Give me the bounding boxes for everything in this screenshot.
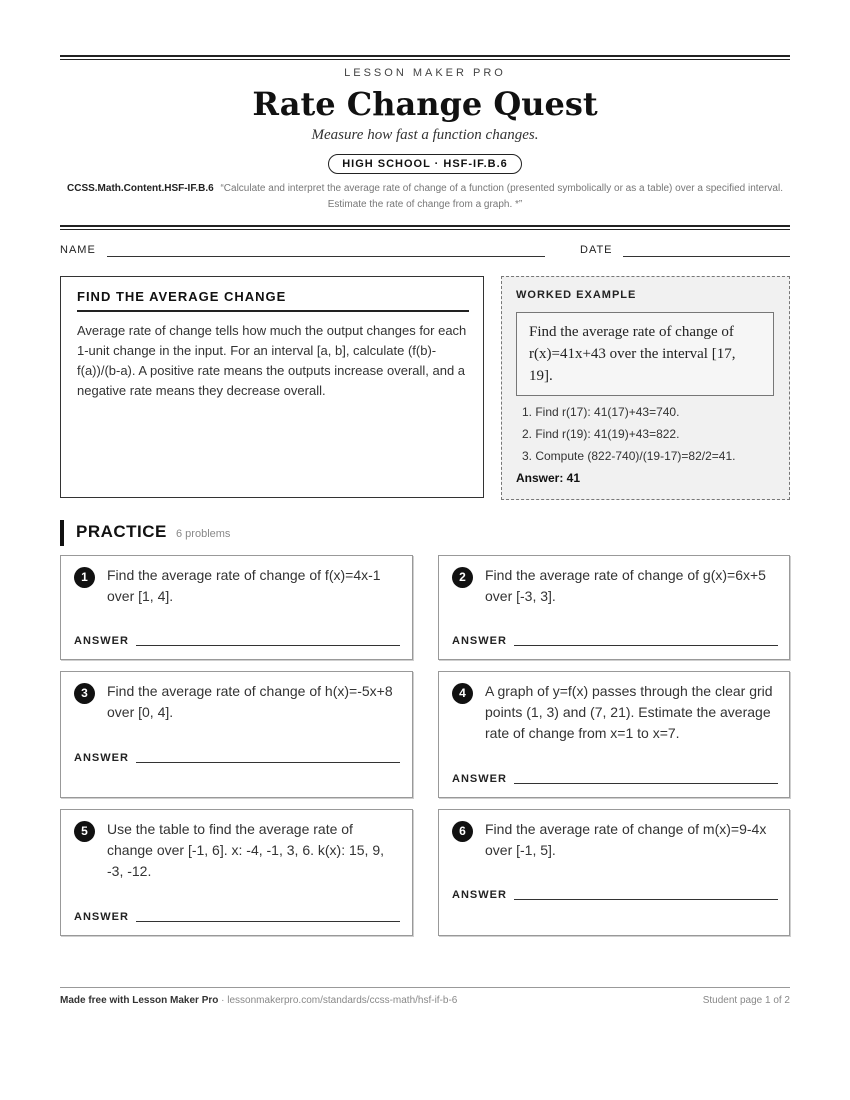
- footer-page-number: Student page 1 of 2: [702, 995, 790, 1006]
- practice-count: 6 problems: [176, 528, 231, 540]
- answer-label: ANSWER: [452, 889, 507, 901]
- problem-text: Find the average rate of change of f(x)=4x-1 over [1, 4].: [107, 567, 381, 604]
- name-date-row: [60, 244, 790, 260]
- answer-label: ANSWER: [74, 752, 129, 764]
- answer-field-6[interactable]: [514, 899, 778, 900]
- problem-number: 1: [74, 567, 95, 588]
- problem-card-1: [60, 555, 413, 660]
- concept-body: Average rate of change tells how much the output changes for each 1-unit change in the input. For an interval [a, b], calculate (f(b)-f(a))/(b-a). A positive rate means the outputs increase overall, and a negative rate means they decrease overall.: [77, 323, 467, 398]
- problem-card-3: [60, 671, 413, 798]
- problem-number: 2: [452, 567, 473, 588]
- answer-field-4[interactable]: [514, 783, 778, 784]
- badge-container: [60, 152, 790, 174]
- worked-example-step: 3. Compute (822-740)/(19-17)=82/2=41.: [522, 449, 736, 463]
- answer-field-5[interactable]: [136, 921, 400, 922]
- date-field[interactable]: [623, 256, 790, 257]
- top-rule: [60, 55, 790, 57]
- footer-made-with: Made free with Lesson Maker Pro: [60, 995, 219, 1006]
- worked-example-prompt: Find the average rate of change of r(x)=41x+43 over the interval [17, 19].: [516, 312, 774, 396]
- problem-text: Find the average rate of change of m(x)=9-4x over [-1, 5].: [485, 821, 767, 858]
- worked-example-answer: Answer: 41: [516, 471, 581, 485]
- worked-example-step: 1. Find r(17): 41(17)+43=740.: [522, 405, 680, 419]
- footer-rule: [60, 987, 790, 988]
- answer-field-1[interactable]: [136, 645, 400, 646]
- worked-example-step: 2. Find r(19): 41(19)+43=822.: [522, 427, 680, 441]
- footer-credit: [60, 995, 457, 1006]
- brand-name: LESSON MAKER PRO: [344, 67, 506, 79]
- answer-field-2[interactable]: [514, 645, 778, 646]
- worked-example-heading: WORKED EXAMPLE: [516, 289, 637, 301]
- concept-heading: FIND THE AVERAGE CHANGE: [77, 289, 469, 312]
- problem-card-6: [438, 809, 790, 936]
- header-bottom-rule: [60, 225, 790, 227]
- problem-card-2: [438, 555, 790, 660]
- worked-example-box: [501, 276, 790, 500]
- answer-label: ANSWER: [452, 773, 507, 785]
- standard-text: “Calculate and interpret the average rate of change of a function (presented symbolically or as a table) over a specified interval. Estimate the rate of change from a graph. *”: [220, 183, 783, 210]
- date-label: DATE: [580, 244, 613, 256]
- worksheet-page: [60, 0, 790, 1100]
- problem-text: A graph of y=f(x) passes through the clear grid points (1, 3) and (7, 21). Estimate the average rate of change from x=1 to x=7.: [485, 683, 773, 741]
- problem-card-5: [60, 809, 413, 936]
- footer-url: · lessonmakerpro.com/standards/ccss-math/hsf-if-b-6: [218, 995, 458, 1006]
- problem-text: Find the average rate of change of g(x)=6x+5 over [-3, 3].: [485, 567, 766, 604]
- practice-accent-bar: [60, 520, 64, 546]
- answer-label: ANSWER: [74, 635, 129, 647]
- problem-number: 6: [452, 821, 473, 842]
- problem-text: Use the table to find the average rate of change over [-1, 6]. x: -4, -1, 3, 6. k(x): 15, 9, -3, -12.: [107, 821, 385, 879]
- level-badge: HIGH SCHOOL · HSF-IF.B.6: [328, 154, 522, 174]
- answer-label: ANSWER: [452, 635, 507, 647]
- answer-label: ANSWER: [74, 911, 129, 923]
- worked-example-steps: [522, 401, 735, 467]
- concept-box: [60, 276, 484, 498]
- standard-code: CCSS.Math.Content.HSF-IF.B.6: [67, 183, 214, 194]
- answer-field-3[interactable]: [136, 762, 400, 763]
- problem-card-4: [438, 671, 790, 798]
- name-label: NAME: [60, 244, 96, 256]
- page-title: Rate Change Quest: [252, 85, 598, 123]
- problem-text: Find the average rate of change of h(x)=-5x+8 over [0, 4].: [107, 683, 393, 720]
- problem-number: 4: [452, 683, 473, 704]
- problem-number: 3: [74, 683, 95, 704]
- problem-number: 5: [74, 821, 95, 842]
- page-subtitle: Measure how fast a function changes.: [311, 127, 539, 143]
- practice-title: PRACTICE: [76, 522, 167, 541]
- name-field[interactable]: [107, 256, 545, 257]
- standard-description: [60, 181, 790, 213]
